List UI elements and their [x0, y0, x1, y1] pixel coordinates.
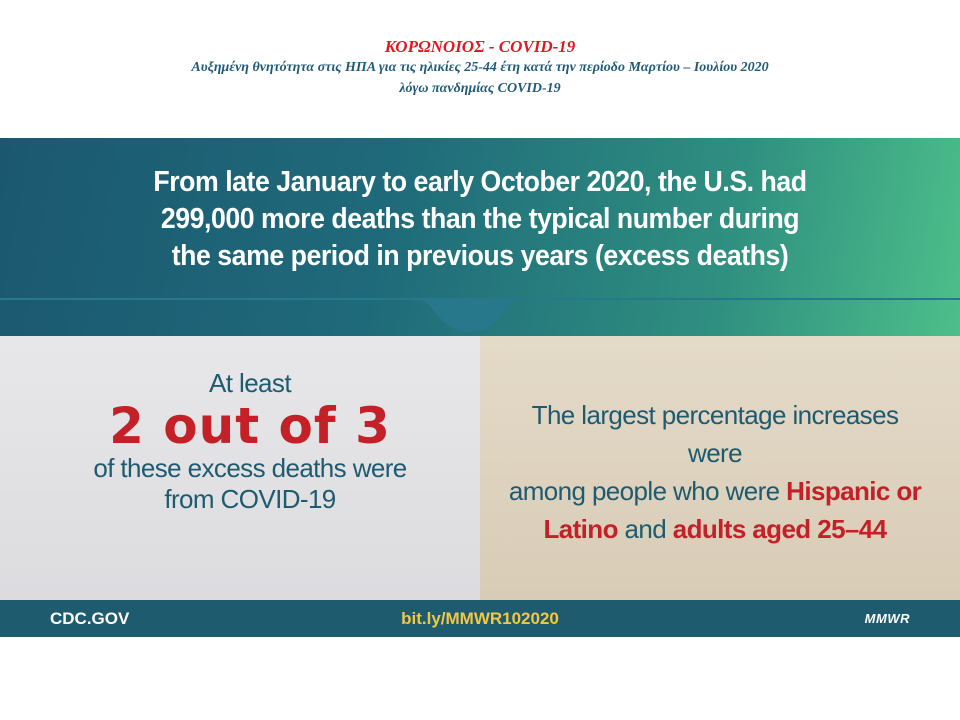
right-highlight-adults: adults aged 25–44: [672, 514, 887, 544]
left-highlight: 2 out of 3: [109, 397, 391, 455]
right-highlight-hispanic: Hispanic or: [786, 476, 922, 506]
right-highlight-latino: Latino: [543, 514, 618, 544]
slide-subtitle-line2: λόγω πανδημίας COVID-19: [399, 81, 561, 96]
headline-line3: the same period in previous years (excess deaths): [171, 240, 789, 272]
footer-link[interactable]: bit.ly/MMWR102020: [401, 609, 559, 628]
headline-line1: From late January to early October 2020, the U.S. had: [153, 166, 807, 198]
footer-bar: [0, 600, 960, 637]
slide-title: ΚΟΡΩΝΟΙΟΣ - COVID-19: [384, 37, 576, 56]
banner-notch: [0, 298, 960, 338]
headline-line2: 299,000 more deaths than the typical number during: [160, 203, 800, 235]
mmwr-logo: MMWR: [864, 611, 910, 626]
left-panel-text: [60, 368, 440, 515]
left-line2: of these excess deaths were: [93, 453, 407, 483]
right-line3: [505, 510, 925, 548]
right-panel-text: [505, 396, 925, 548]
right-part1: The largest percentage increases were: [531, 400, 899, 468]
left-line3: from COVID-19: [164, 484, 336, 514]
footer-source: CDC.GOV: [50, 609, 130, 628]
right-part3: and: [624, 514, 667, 544]
headline: [94, 164, 867, 275]
slide-subtitle-line1: Αυξημένη θνητότητα στις ΗΠΑ για τις ηλικίες 25-44 έτη κατά την περίοδο Μαρτίου – Ιουλίου 2020: [191, 60, 769, 75]
slide-header: [0, 36, 960, 99]
cdc-infographic: [0, 138, 960, 637]
right-line1: [505, 396, 925, 472]
right-line2: [505, 472, 925, 510]
right-part2: among people who were: [508, 476, 780, 506]
left-intro: At least: [209, 368, 291, 398]
